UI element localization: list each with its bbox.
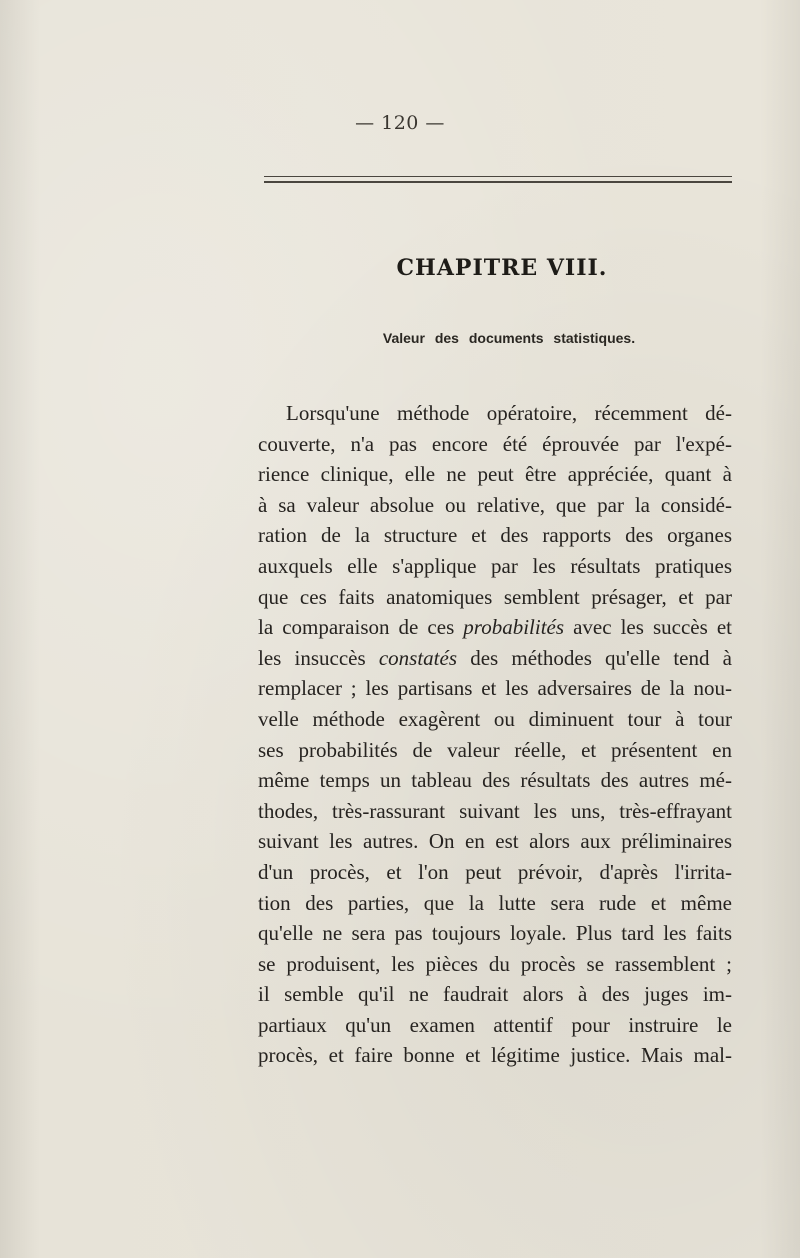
- text-line: qu'elle ne sera pas toujours loyale. Plus tard les faits: [258, 921, 732, 946]
- text-segment: les insuccès: [258, 645, 379, 670]
- text-line: rience clinique, elle ne peut être appréciée, quant à: [258, 462, 732, 487]
- italic-word: probabilités: [463, 615, 565, 640]
- text-line: [258, 612, 732, 643]
- text-line: à sa valeur absolue ou relative, que par la considé-: [258, 492, 732, 517]
- text-segment: la comparaison de ces: [258, 615, 464, 640]
- header-rule-thick: [264, 181, 732, 183]
- text-line: partiaux qu'un examen attentif pour instruire le: [258, 1012, 732, 1037]
- italic-word: constatés: [378, 645, 458, 670]
- text-line: couverte, n'a pas encore été éprouvée par l'expé-: [258, 431, 732, 456]
- page-number: — 120 —: [355, 112, 445, 134]
- text-line: il semble qu'il ne faudrait alors à des juges im-: [258, 982, 732, 1007]
- text-line: d'un procès, et l'on peut prévoir, d'après l'irrita-: [258, 859, 732, 884]
- text-line: Lorsqu'une méthode opératoire, récemment dé-: [286, 401, 732, 425]
- text-line: suivant les autres. On en est alors aux préliminaires: [258, 829, 732, 854]
- chapter-title: CHAPITRE VIII.: [396, 255, 608, 281]
- text-segment: avec les succès et: [564, 615, 732, 640]
- text-line: thodes, très-rassurant suivant les uns, très-effrayant: [258, 798, 732, 823]
- text-line: se produisent, les pièces du procès se rassemblent ;: [258, 951, 732, 976]
- text-line: même temps un tableau des résultats des autres mé-: [258, 768, 732, 793]
- body-paragraph: [258, 398, 732, 1071]
- text-line: que ces faits anatomiques semblent présager, et par: [258, 584, 732, 609]
- text-line: ses probabilités de valeur réelle, et présentent en: [258, 737, 732, 762]
- text-line: auxquels elle s'applique par les résultats pratiques: [258, 553, 732, 578]
- header-rule-thin: [264, 176, 732, 177]
- text-line: remplacer ; les partisans et les adversaires de la nou-: [258, 676, 732, 701]
- text-line: ration de la structure et des rapports des organes: [258, 523, 732, 548]
- text-line: velle méthode exagèrent ou diminuent tour à tour: [258, 706, 732, 731]
- text-line: tion des parties, que la lutte sera rude et même: [258, 890, 732, 915]
- chapter-subtitle: Valeur des documents statistiques.: [382, 330, 636, 346]
- text-segment: des méthodes qu'elle tend à: [457, 645, 732, 670]
- text-line: [258, 643, 732, 674]
- text-line: procès, et faire bonne et légitime justice. Mais mal-: [258, 1043, 732, 1068]
